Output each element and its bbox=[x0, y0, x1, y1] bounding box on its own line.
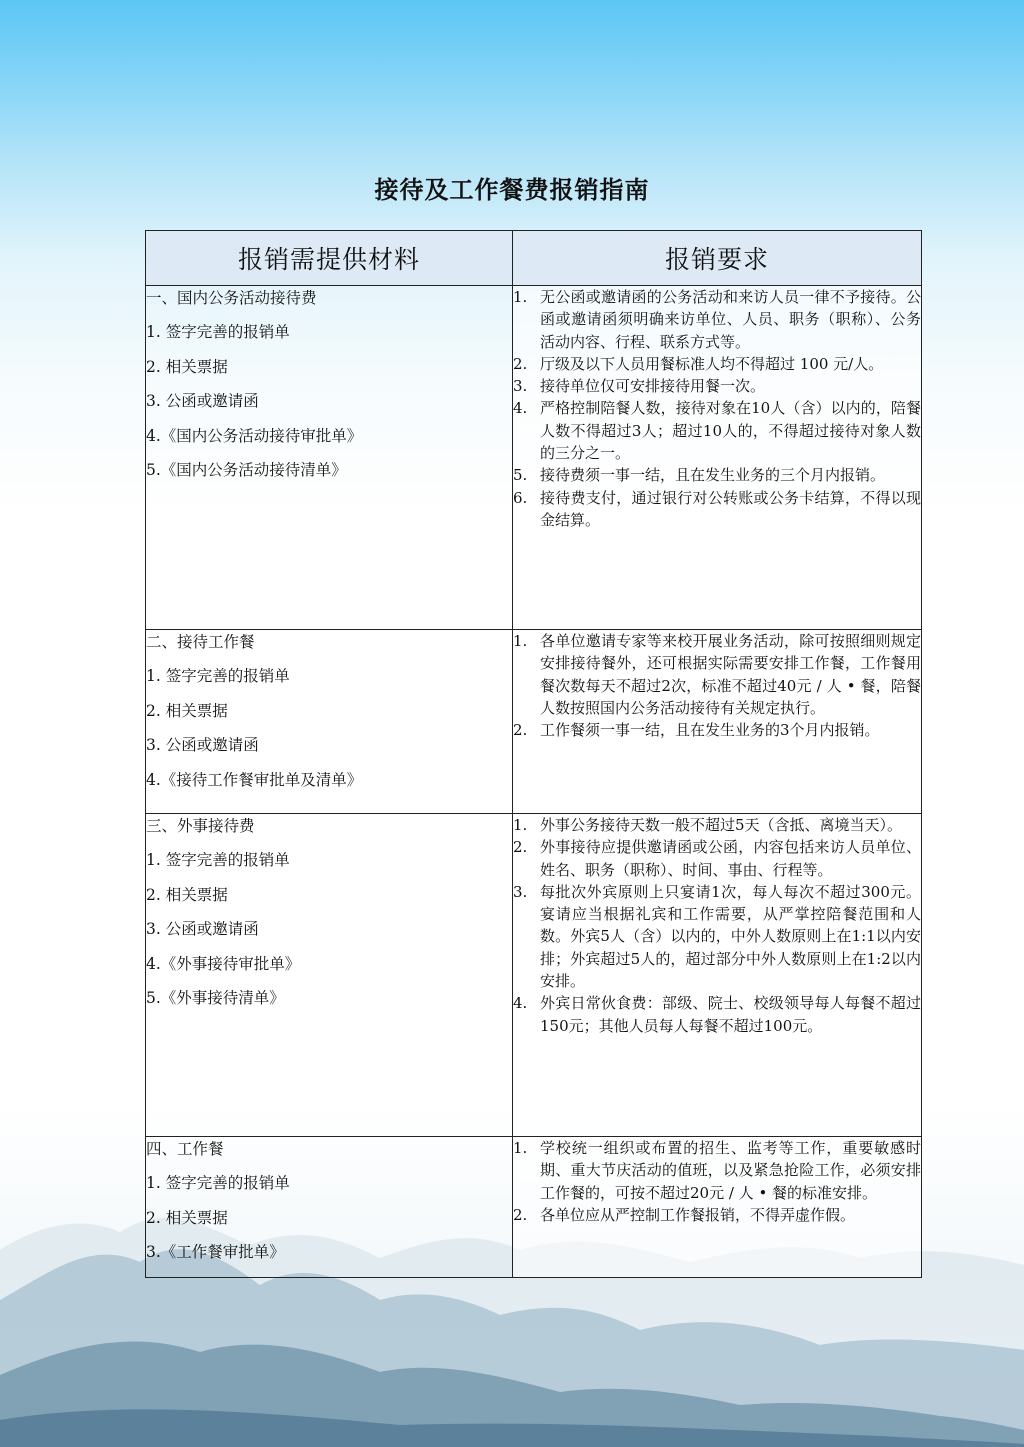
material-item: 2. 相关票据 bbox=[146, 1208, 228, 1227]
material-item: 5.《外事接待清单》 bbox=[146, 988, 285, 1007]
requirement-number: 1. bbox=[513, 816, 528, 834]
material-item: 1. 签字完善的报销单 bbox=[146, 851, 290, 870]
requirement-number: 6. bbox=[513, 488, 528, 507]
material-item: 1. 签字完善的报销单 bbox=[146, 667, 290, 686]
table-row-reception-work-meal bbox=[146, 630, 922, 814]
table-row-work-meal bbox=[146, 1137, 922, 1278]
requirement-number: 1. bbox=[513, 1139, 528, 1157]
requirements-cell bbox=[513, 286, 922, 630]
table-row-foreign-reception bbox=[146, 814, 922, 1137]
requirements-cell bbox=[513, 630, 922, 814]
table-row-domestic-reception bbox=[146, 286, 922, 630]
requirement-text: 各单位邀请专家等来校开展业务活动，除可按照细则规定安排接待餐外，还可根据实际需要安排工作餐，工作餐用餐次数每天不超过2次，标准不超过40元 / 人 • 餐，陪餐人数按照国内公务活动接待有关规定执行。 bbox=[540, 632, 921, 717]
material-item: 1. 签字完善的报销单 bbox=[146, 1174, 290, 1193]
material-item: 4.《接待工作餐审批单及清单》 bbox=[146, 770, 363, 789]
section-heading: 一、国内公务活动接待费 bbox=[146, 289, 317, 307]
requirement-item bbox=[513, 487, 921, 532]
requirement-text: 接待费支付，通过银行对公转账或公务卡结算，不得以现金结算。 bbox=[540, 488, 921, 529]
material-item: 3.《工作餐审批单》 bbox=[146, 1243, 285, 1262]
material-item: 5.《国内公务活动接待清单》 bbox=[146, 460, 347, 479]
requirement-item bbox=[513, 719, 921, 741]
requirement-number: 4. bbox=[513, 994, 528, 1013]
requirement-number: 3. bbox=[513, 882, 528, 901]
material-item: 3. 公函或邀请函 bbox=[146, 392, 259, 411]
material-item: 2. 相关票据 bbox=[146, 885, 228, 904]
requirement-item bbox=[513, 836, 921, 881]
requirement-number: 4. bbox=[513, 399, 528, 418]
requirement-text: 外事接待应提供邀请函或公函，内容包括来访人员单位、姓名、职务（职称）、时间、事由、行程等。 bbox=[540, 838, 921, 879]
material-item: 4.《国内公务活动接待审批单》 bbox=[146, 426, 363, 445]
requirement-item bbox=[513, 630, 921, 719]
requirement-number: 2. bbox=[513, 354, 528, 373]
materials-cell bbox=[146, 630, 513, 814]
requirement-text: 严格控制陪餐人数，接待对象在10人（含）以内的，陪餐人数不得超过3人；超过10人的，不得超过接待对象人数的三分之一。 bbox=[540, 399, 921, 463]
requirement-number: 2. bbox=[513, 838, 528, 857]
section-heading: 四、工作餐 bbox=[146, 1140, 224, 1158]
requirement-item bbox=[513, 286, 921, 353]
page-title: 接待及工作餐费报销指南 bbox=[374, 176, 650, 204]
requirement-text: 外宾日常伙食费：部级、院士、校级领导每人每餐不超过150元；其他人员每人每餐不超过100元。 bbox=[540, 994, 921, 1035]
requirement-item bbox=[513, 1204, 921, 1226]
requirement-number: 3. bbox=[513, 377, 528, 396]
requirement-text: 厅级及以下人员用餐标准人均不得超过 100 元/人。 bbox=[540, 354, 884, 373]
requirement-text: 每批次外宾原则上只宴请1次，每人每次不超过300元。宴请应当根据礼宾和工作需要，从严掌控陪餐范围和人数。外宾5人（含）以内的，中外人数原则上在1:1以内安排；外宾超过5人的，超过部分中外人数原则上在1:2以内安排。 bbox=[540, 882, 921, 991]
requirements-cell bbox=[513, 814, 922, 1137]
requirement-number: 1. bbox=[513, 288, 528, 306]
material-item: 2. 相关票据 bbox=[146, 701, 228, 720]
requirement-text: 接待费须一事一结，且在发生业务的三个月内报销。 bbox=[540, 466, 886, 485]
requirement-item bbox=[513, 992, 921, 1037]
requirement-text: 无公函或邀请函的公务活动和来访人员一律不予接待。公函或邀请函须明确来访单位、人员、职务（职称）、公务活动内容、行程、联系方式等。 bbox=[540, 288, 921, 351]
requirement-item bbox=[513, 397, 921, 464]
requirement-item bbox=[513, 353, 921, 375]
reimbursement-guide-table bbox=[145, 230, 922, 1278]
material-item: 2. 相关票据 bbox=[146, 357, 228, 376]
materials-cell bbox=[146, 814, 513, 1137]
material-item: 4.《外事接待审批单》 bbox=[146, 954, 301, 973]
materials-cell bbox=[146, 286, 513, 630]
requirement-item bbox=[513, 1137, 921, 1204]
section-heading: 三、外事接待费 bbox=[146, 817, 255, 835]
requirements-cell bbox=[513, 1137, 922, 1278]
section-heading: 二、接待工作餐 bbox=[146, 633, 255, 651]
material-item: 3. 公函或邀请函 bbox=[146, 920, 259, 939]
requirement-number: 1. bbox=[513, 632, 528, 650]
material-item: 1. 签字完善的报销单 bbox=[146, 323, 290, 342]
requirement-item bbox=[513, 375, 921, 397]
requirement-text: 学校统一组织或布置的招生、监考等工作，重要敏感时期、重大节庆活动的值班，以及紧急抢险工作，必须安排工作餐的，可按不超过20元 / 人 • 餐的标准安排。 bbox=[540, 1139, 921, 1202]
requirement-item bbox=[513, 814, 921, 836]
requirement-text: 外事公务接待天数一般不超过5天（含抵、离境当天）。 bbox=[540, 816, 903, 834]
requirement-number: 2. bbox=[513, 721, 528, 740]
header-requirements: 报销要求 bbox=[513, 231, 922, 286]
requirement-text: 接待单位仅可安排接待用餐一次。 bbox=[540, 377, 766, 396]
requirement-text: 工作餐须一事一结，且在发生业务的3个月内报销。 bbox=[540, 721, 880, 740]
header-materials: 报销需提供材料 bbox=[146, 231, 513, 286]
requirement-number: 2. bbox=[513, 1205, 528, 1224]
materials-cell bbox=[146, 1137, 513, 1278]
requirement-item bbox=[513, 464, 921, 486]
material-item: 3. 公函或邀请函 bbox=[146, 736, 259, 755]
requirement-text: 各单位应从严控制工作餐报销，不得弄虚作假。 bbox=[540, 1205, 856, 1224]
requirement-item bbox=[513, 881, 921, 992]
requirement-number: 5. bbox=[513, 466, 528, 485]
